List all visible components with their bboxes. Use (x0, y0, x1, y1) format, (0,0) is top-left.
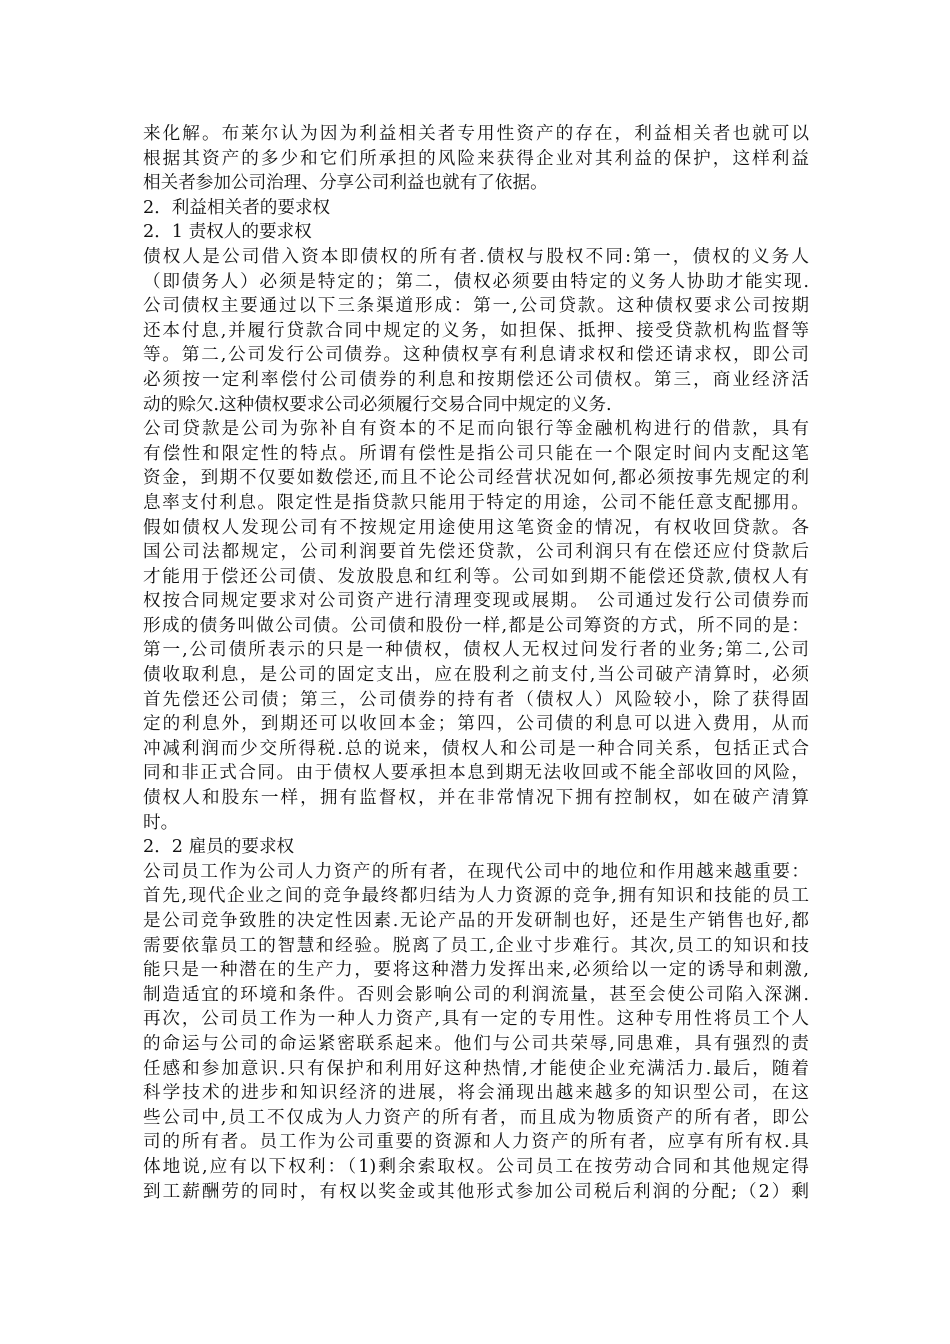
text-line: 假如债权人发现公司有不按规定用途使用这笔资金的情况，有权收回贷款。各 (143, 517, 809, 538)
text-line: 2．利益相关者的要求权 (143, 197, 331, 218)
text-line: 再次，公司员工作为一种人力资产,具有一定的专用性。这种专用性将员工个人 (143, 1009, 809, 1030)
text-line: 等。第二,公司发行公司债券。这种债权享有利息请求权和偿还请求权，即公司 (143, 345, 809, 366)
text-line: （即债务人）必须是特定的；第二，债权必须要由特定的义务人协助才能实现. (143, 271, 809, 292)
text-line: 公司贷款是公司为弥补自有资本的不足而向银行等金融机构进行的借款，具有 (143, 419, 809, 440)
text-line: 同和非正式合同。由于债权人要承担本息到期无法收回或不能全部收回的风险， (143, 763, 809, 784)
text-line: 才能用于偿还公司债、发放股息和红利等。公司如到期不能偿还贷款,债权人有 (143, 566, 809, 587)
text-line: 制造适宜的环境和条件。否则会影响公司的利润流量，甚至会使公司陷入深渊. (143, 984, 809, 1005)
text-line: 时。 (143, 812, 179, 833)
text-line: 动的赊欠.这种债权要求公司必须履行交易合同中规定的义务. (143, 394, 612, 415)
text-line: 债收取利息，是公司的固定支出，应在股利之前支付,当公司破产清算时，必须 (143, 665, 809, 686)
text-line: 国公司法都规定，公司利润要首先偿还贷款，公司利润只有在偿还应付贷款后 (143, 542, 809, 563)
text-line: 公司债权主要通过以下三条渠道形成：第一,公司贷款。这种债权要求公司按期 (143, 296, 809, 317)
body-paragraph (143, 860, 809, 1204)
text-line: 些公司中,员工不仅成为人力资产的所有者，而且成为物质资产的所有者，即公 (143, 1107, 809, 1128)
text-line: 根据其资产的多少和它们所承担的风险来获得企业对其利益的保护，这样利益 (143, 148, 809, 169)
text-line: 必须按一定利率偿付公司债券的利息和按期偿还公司债权。第三，商业经济活 (143, 369, 809, 390)
text-line: 科学技术的进步和知识经济的进展，将会涌现出越来越多的知识型公司，在这 (143, 1083, 809, 1104)
text-line: 有偿性和限定性的特点。所谓有偿性是指公司只能在一个限定时间内支配这笔 (143, 443, 809, 464)
text-line: 任感和参加意识.只有保护和利用好这种热情,才能使企业充满活力.最后，随着 (143, 1058, 809, 1079)
text-line: 相关者参加公司治理、分享公司利益也就有了依据。 (143, 173, 548, 194)
text-line: 能只是一种潜在的生产力，要将这种潜力发挥出来,必须给以一定的诱导和刺激, (143, 960, 809, 981)
text-line: 资金，到期不仅要如数偿还,而且不论公司经营状况如何,都必须按事先规定的利 (143, 468, 809, 489)
text-line: 是公司竞争致胜的决定性因素.无论产品的开发研制也好，还是生产销售也好,都 (143, 911, 809, 931)
section-heading (143, 835, 809, 860)
text-line: 定的利息外，到期还可以收回本金；第四，公司债的利息可以进入费用，从而 (143, 714, 809, 735)
document-page (143, 122, 809, 1204)
text-line: 第一,公司债所表示的只是一种债权，债权人无权过问发行者的业务;第二,公司 (143, 640, 809, 661)
text-line: 形成的债务叫做公司债。公司债和股份一样,都是公司筹资的方式，所不同的是： (143, 615, 809, 636)
text-line: 首先,现代企业之间的竞争最终都归结为人力资源的竞争,拥有知识和技能的员工 (143, 886, 809, 907)
text-line: 2．1 责权人的要求权 (143, 222, 312, 243)
text-line: 还本付息,并履行贷款合同中规定的义务，如担保、抵押、接受贷款机构监督等 (143, 320, 809, 341)
section-heading (143, 196, 809, 221)
body-paragraph (143, 245, 809, 417)
text-line: 债权人是公司借入资本即债权的所有者.债权与股权不同:第一，债权的义务人 (143, 246, 809, 267)
text-line: 2．2 雇员的要求权 (143, 837, 295, 858)
text-line: 的命运与公司的命运紧密联系起来。他们与公司共荣辱,同患难，具有强烈的责 (143, 1033, 809, 1054)
text-line: 需要依靠员工的智慧和经验。脱离了员工,企业寸步难行。其次,员工的知识和技 (143, 935, 809, 956)
text-line: 体地说,应有以下权利：（1)剩余索取权。公司员工在按劳动合同和其他规定得 (143, 1156, 809, 1177)
text-line: 债权人和股东一样，拥有监督权，并在非常情况下拥有控制权，如在破产清算 (143, 788, 809, 809)
text-line: 来化解。布莱尔认为因为利益相关者专用性资产的存在，利益相关者也就可以 (143, 124, 809, 144)
section-heading (143, 220, 809, 245)
text-line: 公司员工作为公司人力资产的所有者，在现代公司中的地位和作用越来越重要： (143, 861, 809, 882)
text-line: 息率支付利息。限定性是指贷款只能用于特定的用途，公司不能任意支配挪用。 (143, 492, 809, 513)
text-line: 冲减利润而少交所得税.总的说来，债权人和公司是一种合同关系，包括正式合 (143, 738, 809, 759)
body-paragraph (143, 417, 809, 835)
text-line: 到工薪酬劳的同时，有权以奖金或其他形式参加公司税后利润的分配;（2）剩 (143, 1181, 809, 1202)
text-line: 首先偿还公司债；第三，公司债券的持有者（债权人）风险较小，除了获得固 (143, 689, 809, 710)
text-line: 权按合同规定要求对公司资产进行清理变现或展期。 公司通过发行公司债券而 (143, 591, 809, 612)
body-paragraph (143, 122, 809, 196)
text-line: 司的所有者。员工作为公司重要的资源和人力资产的所有者，应享有所有权.具 (143, 1132, 809, 1153)
